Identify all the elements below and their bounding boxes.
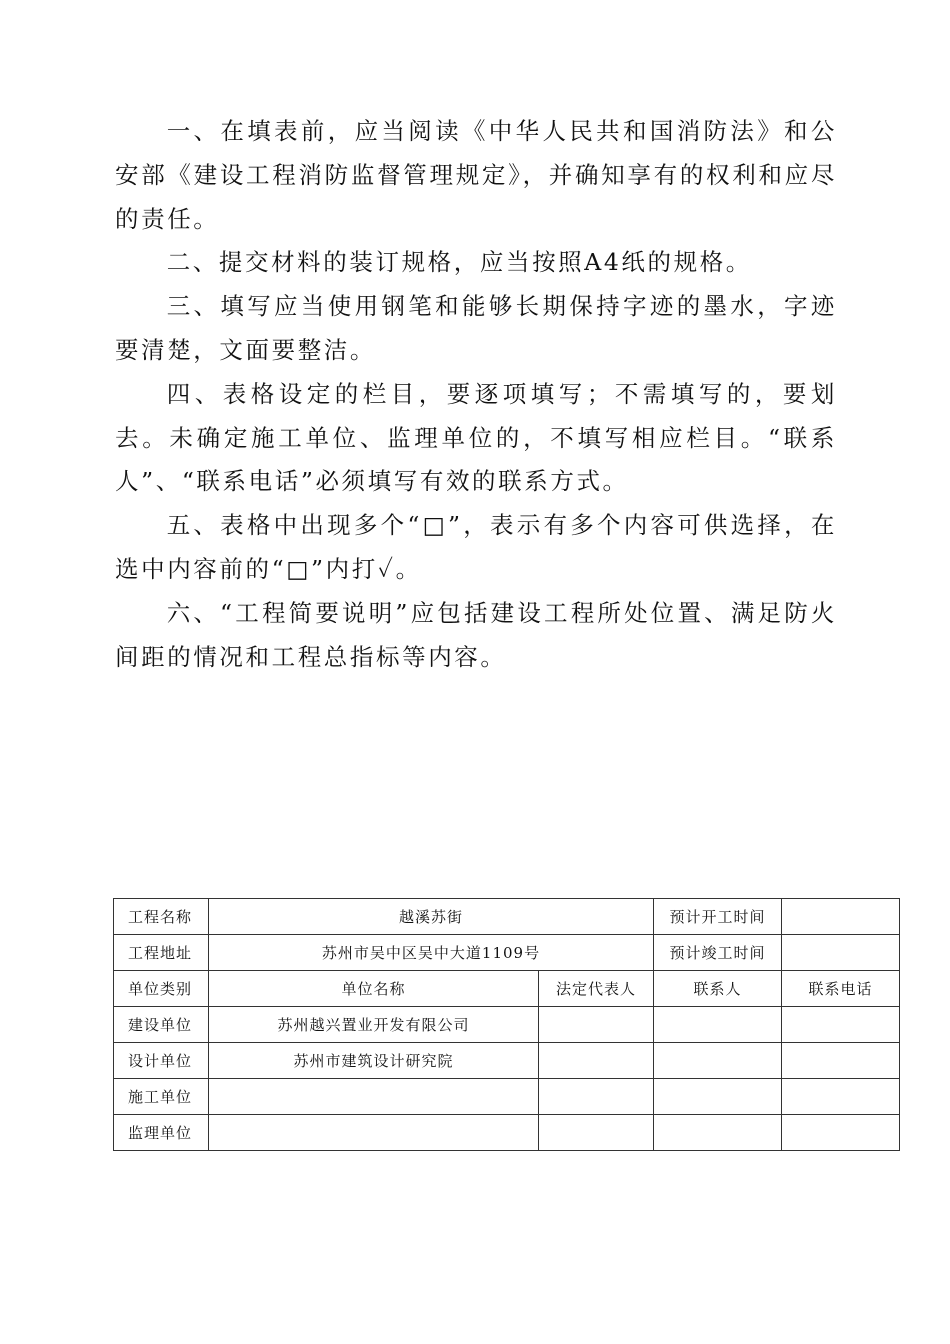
project-address-value[interactable]: 苏州市吴中区吴中大道1109号 [209,935,654,971]
unit-type-cell: 设计单位 [114,1043,209,1079]
instruction-1: 一、在填表前，应当阅读《中华人民共和国消防法》和公安部《建设工程消防监督管理规定》，并确知享有的权利和应尽的责任。 [115,117,837,233]
header-legal-rep: 法定代表人 [539,971,654,1007]
project-name-label: 工程名称 [114,899,209,935]
table-row [114,1007,900,1043]
contact-cell[interactable] [654,1079,782,1115]
unit-name-cell[interactable]: 苏州越兴置业开发有限公司 [209,1007,539,1043]
unit-name-cell[interactable]: 苏州市建筑设计研究院 [209,1043,539,1079]
table-row [114,935,900,971]
legal-rep-cell[interactable] [539,1115,654,1151]
header-unit-name: 单位名称 [209,971,539,1007]
contact-cell[interactable] [654,1115,782,1151]
instruction-6: 六、“工程简要说明”应包括建设工程所处位置、满足防火间距的情况和工程总指标等内容。 [115,598,837,671]
unit-type-cell: 施工单位 [114,1079,209,1115]
instruction-3: 三、填写应当使用钢笔和能够长期保持字迹的墨水，字迹要清楚，文面要整洁。 [115,292,837,364]
legal-rep-cell[interactable] [539,1043,654,1079]
phone-cell[interactable] [782,1079,900,1115]
unit-type-cell: 监理单位 [114,1115,209,1151]
header-unit-type: 单位类别 [114,971,209,1007]
phone-cell[interactable] [782,1007,900,1043]
fill-instructions [115,110,837,679]
phone-cell[interactable] [782,1115,900,1151]
planned-finish-value[interactable] [782,935,900,971]
legal-rep-cell[interactable] [539,1079,654,1115]
project-address-label: 工程地址 [114,935,209,971]
instruction-2: 二、提交材料的装订规格，应当按照A4纸的规格。 [166,248,752,277]
instruction-5: 五、表格中出现多个“□”，表示有多个内容可供选择，在选中内容前的“□”内打✓。 [115,511,837,583]
table-row [114,1115,900,1151]
instruction-4: 四、表格设定的栏目，要逐项填写；不需填写的，要划去。未确定施工单位、监理单位的，不填写相应栏目。“联系人”、“联系电话”必须填写有效的联系方式。 [115,379,837,496]
header-contact: 联系人 [654,971,782,1007]
contact-cell[interactable] [654,1007,782,1043]
table-header-row [114,971,900,1007]
phone-cell[interactable] [782,1043,900,1079]
contact-cell[interactable] [654,1043,782,1079]
table-row [114,1079,900,1115]
planned-start-value[interactable] [782,899,900,935]
planned-finish-label: 预计竣工时间 [654,935,782,971]
unit-name-cell[interactable] [209,1079,539,1115]
legal-rep-cell[interactable] [539,1007,654,1043]
planned-start-label: 预计开工时间 [654,899,782,935]
table-row [114,899,900,935]
project-name-value[interactable]: 越溪苏街 [209,899,654,935]
unit-type-cell: 建设单位 [114,1007,209,1043]
header-phone: 联系电话 [782,971,900,1007]
table-row [114,1043,900,1079]
project-info-table [113,898,900,1151]
unit-name-cell[interactable] [209,1115,539,1151]
